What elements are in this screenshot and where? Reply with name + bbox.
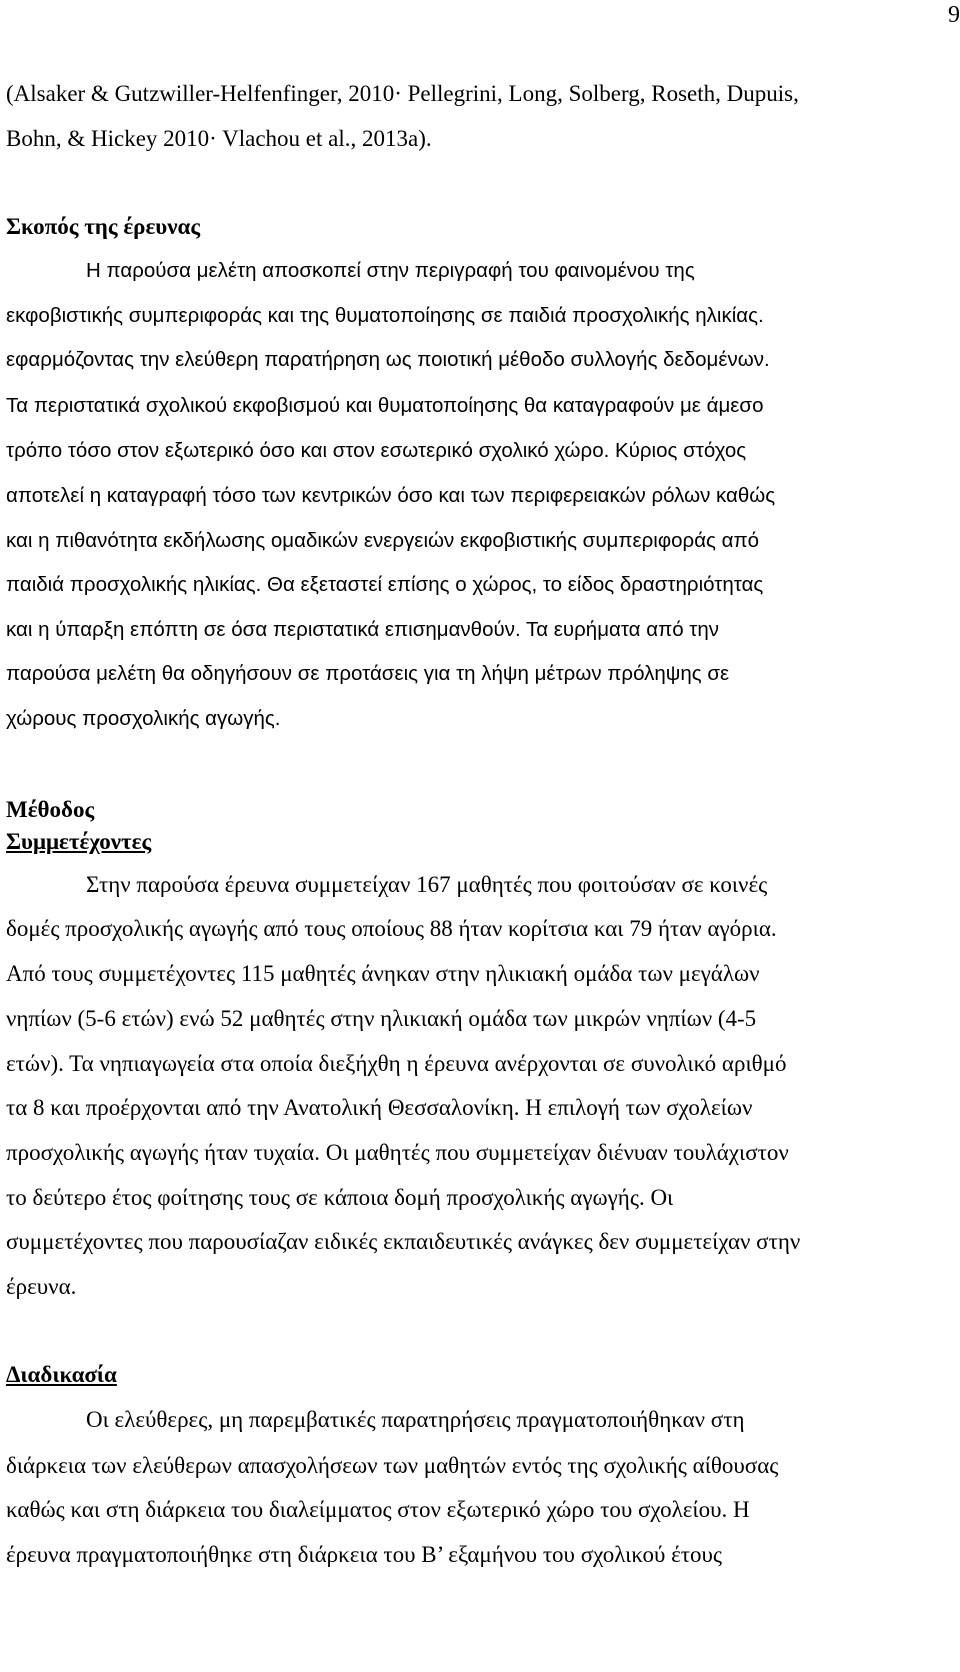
procedure-paragraph-line: διάρκεια των ελεύθερων απασχολήσεων των μαθητών εντός της σχολικής αίθουσας [6, 1453, 779, 1478]
subsection-heading-procedure: Διαδικασία [6, 1362, 117, 1387]
aim-paragraph-line: Η παρούσα μελέτη αποσκοπεί στην περιγραφή του φαινομένου της [86, 259, 695, 282]
participants-paragraph-line: το δεύτερο έτος φοίτησης τους σε κάποια δομή προσχολικής αγωγής. Οι [6, 1185, 674, 1210]
participants-paragraph-line: ετών). Τα νηπιαγωγεία στα οποία διεξήχθη η έρευνα ανέρχονται σε συνολικό αριθμό [6, 1051, 787, 1076]
aim-paragraph-line: χώρους προσχολικής αγωγής. [6, 707, 281, 730]
aim-paragraph-line: και η πιθανότητα εκδήλωσης ομαδικών ενεργειών εκφοβιστικής συμπεριφοράς από [6, 529, 760, 552]
aim-paragraph-line: τρόπο τόσο στον εξωτερικό όσο και στον εσωτερικό σχολικό χώρο. Κύριος στόχος [6, 439, 747, 462]
participants-paragraph-line: νηπίων (5-6 ετών) ενώ 52 μαθητές στην ηλικιακή ομάδα των μικρών νηπίων (4-5 [6, 1006, 757, 1031]
section-heading-method: Μέθοδος [6, 797, 95, 822]
citation-line: (Alsaker & Gutzwiller-Helfenfinger, 2010· Pellegrini, Long, Solberg, Roseth, Dupuis, [6, 81, 799, 106]
participants-paragraph-line: Στην παρούσα έρευνα συμμετείχαν 167 μαθητές που φοιτούσαν σε κοινές [86, 872, 768, 897]
participants-paragraph-line: προσχολικής αγωγής ήταν τυχαία. Οι μαθητές που συμμετείχαν διένυαν τουλάχιστον [6, 1140, 789, 1165]
aim-paragraph-line: αποτελεί η καταγραφή τόσο των κεντρικών όσο και των περιφερειακών ρόλων καθώς [6, 484, 776, 507]
section-heading-aim: Σκοπός της έρευνας [6, 214, 201, 239]
aim-paragraph-line: παρούσα μελέτη θα οδηγήσουν σε προτάσεις για τη λήψη μέτρων πρόληψης σε [6, 662, 730, 685]
procedure-paragraph-line: Οι ελεύθερες, μη παρεμβατικές παρατηρήσεις πραγματοποιήθηκαν στη [86, 1407, 745, 1432]
procedure-paragraph-line: έρευνα πραγματοποιήθηκε στη διάρκεια του Β’ εξαμήνου του σχολικού έτους [6, 1542, 722, 1567]
aim-paragraph-line: Τα περιστατικά σχολικού εκφοβισμού και θυματοποίησης θα καταγραφούν με άμεσο [6, 394, 764, 417]
page-number: 9 [948, 2, 960, 28]
participants-paragraph-line: δομές προσχολικής αγωγής από τους οποίους 88 ήταν κορίτσια και 79 ήταν αγόρια. [6, 916, 777, 941]
aim-paragraph-line: και η ύπαρξη επόπτη σε όσα περιστατικά επισημανθούν. Τα ευρήματα από την [6, 618, 720, 641]
aim-paragraph-line: εφαρμόζοντας την ελεύθερη παρατήρηση ως ποιοτική μέθοδο συλλογής δεδομένων. [6, 348, 770, 371]
procedure-paragraph-line: καθώς και στη διάρκεια του διαλείμματος στον εξωτερικό χώρο του σχολείου. Η [6, 1497, 750, 1522]
subsection-heading-participants: Συμμετέχοντες [6, 829, 152, 854]
participants-paragraph-line: Από τους συμμετέχοντες 115 μαθητές άνηκαν στην ηλικιακή ομάδα των μεγάλων [6, 961, 760, 986]
aim-paragraph-line: παιδιά προσχολικής ηλικίας. Θα εξεταστεί επίσης ο χώρος, το είδος δραστηριότητας [6, 573, 764, 596]
participants-paragraph-line: τα 8 και προέρχονται από την Ανατολική Θεσσαλονίκη. Η επιλογή των σχολείων [6, 1095, 753, 1120]
participants-paragraph-line: έρευνα. [6, 1274, 77, 1299]
participants-paragraph-line: συμμετέχοντες που παρουσίαζαν ειδικές εκπαιδευτικές ανάγκες δεν συμμετείχαν στην [6, 1229, 801, 1254]
aim-paragraph-line: εκφοβιστικής συμπεριφοράς και της θυματοποίησης σε παιδιά προσχολικής ηλικίας. [6, 304, 764, 327]
citation-line: Bohn, & Hickey 2010· Vlachou et al., 2013a). [6, 126, 432, 151]
